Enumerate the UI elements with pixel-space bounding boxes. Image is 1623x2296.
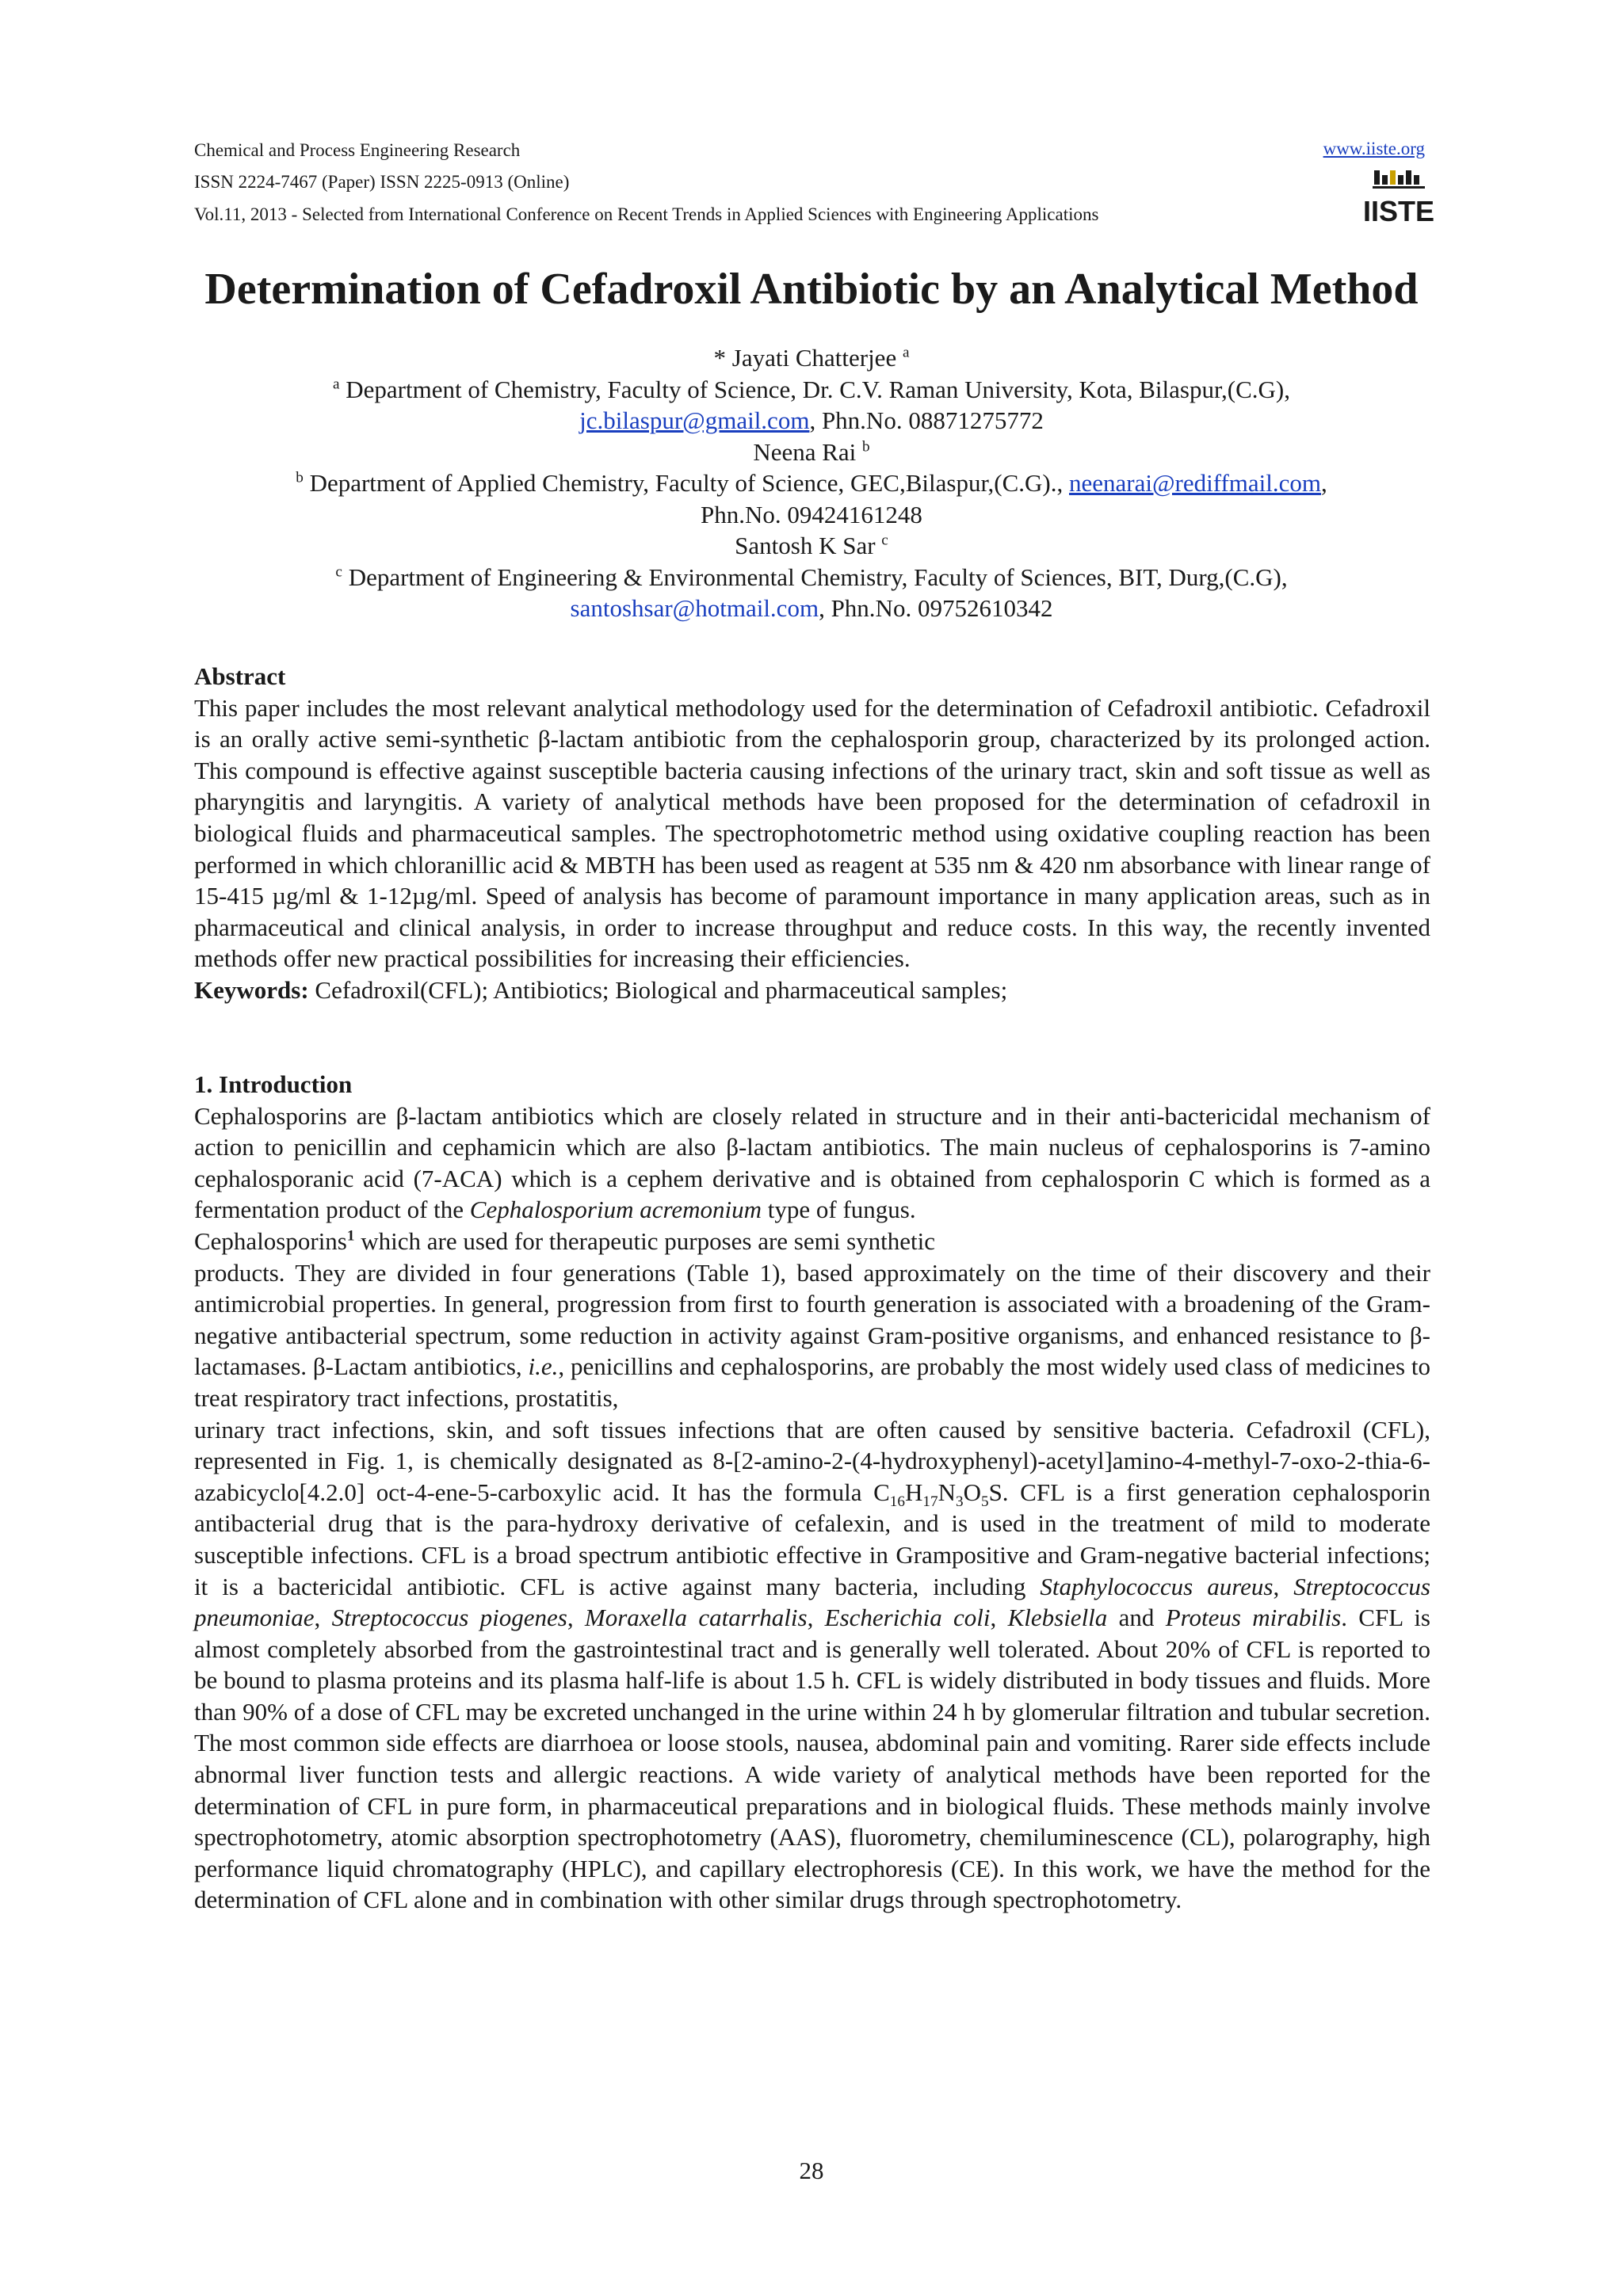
intro-paragraph-2: products. They are divided in four generations (Table 1), based approximately on the time of their discovery and their antimicrobial properties. In general, progression from first to fourth generation is associated with a broadening of the Gram-negative antibacterial spectrum, some reduction in activity against Gram-positive organisms, and enhanced resistance to β-lactamases. β-Lactam antibiotics, i.e., penicillins and cephalosporins, are probably the most widely used class of medicines to treat respiratory tract infections, prostatitis, (194, 1258, 1430, 1412)
abstract-section (194, 661, 1430, 1006)
abstract-heading: Abstract (194, 662, 286, 690)
journal-url-link[interactable]: www.iiste.org (1323, 139, 1425, 158)
keywords-label: Keywords: (194, 975, 309, 1004)
journal-name: Chemical and Process Engineering Research (194, 140, 521, 160)
author-1-email-link[interactable]: jc.bilaspur@gmail.com (579, 406, 810, 434)
volume-line: Vol.11, 2013 - Selected from International Conference on Recent Trends in Applied Sciences with Engineering Applications (194, 204, 1099, 224)
keywords-text: Cefadroxil(CFL); Antibiotics; Biological and pharmaceutical samples; (308, 975, 1008, 1004)
author-1-name: * Jayati Chatterjee $^a$ (713, 344, 910, 372)
author-2-contact: Phn.No. 09424161248 (701, 500, 922, 528)
intro-paragraph-3: urinary tract infections, skin, and soft tissues infections that are often caused by sensitive bacteria. Cefadroxil (CFL), represented in Fig. 1, is chemically designated as 8-[2-amino-2-(4-hydroxyphenyl)-acetyl]amino-4-methyl-7-oxo-2-thia-6-azabicyclo[4.2.0] oct-4-ene-5-carboxylic acid. It has the formula $C_{16}H_{17}N_3O_5S$. CFL is a first generation cephalosporin antibacterial drug that is the para-hydroxy derivative of cefalexin, and is used in the treatment of mild to moderate susceptible infections. CFL is a broad spectrum antibiotic effective in Grampositive and Gram-negative bacterial infections; it is a bactericidal antibiotic. CFL is active against many bacteria, including Staphylococcus aureus, Streptococcus pneumoniae, Streptococcus piogenes, Moraxella catarrhalis, Escherichia coli, Klebsiella and Proteus mirabilis. CFL is almost completely absorbed from the gastrointestinal tract and is generally well tolerated. About 20% of CFL is reported to be bound to plasma proteins and its plasma half-life is about 1.5 h. CFL is widely distributed in body tissues and fluids. More than 90% of a dose of CFL may be excreted unchanged in the urine within 24 h by glomerular filtration and tubular secretion. The most common side effects are diarrhoea or loose stools, nausea, abdominal pain and vomiting. Rarer side effects include abnormal liver function tests and allergic reactions. A wide variety of analytical methods have been reported for the determination of CFL in pure form, in pharmaceutical preparations and in biological fluids. These methods mainly involve spectrophotometry, atomic absorption spectrophotometry (AAS), fluorometry, chemiluminescence (CL), polarography, high performance liquid chromatography (HPLC), and capillary electrophoresis (CE). In this work, we have the method for the determination of CFL alone and in combination with other similar drugs through spectrophotometry. (194, 1415, 1430, 1914)
page-number: 28 (799, 2157, 824, 2184)
author-3-name: Santosh K Sar $^c$ (735, 532, 888, 559)
logo-text: IISTE (1362, 195, 1435, 227)
introduction-heading: 1. Introduction (194, 1070, 353, 1098)
keywords-line (194, 974, 1430, 1006)
author-2-affiliation: $^b$ Department of Applied Chemistry, Faculty of Science, GEC,Bilaspur,(C.G)., neenarai@rediffmail.com, (296, 469, 1327, 497)
iiste-logo (1362, 169, 1435, 227)
issn-line: ISSN 2224-7467 (Paper) ISSN 2225-0913 (Online) (194, 172, 570, 192)
paper-title: Determination of Cefadroxil Antibiotic by an Analytical Method (204, 265, 1419, 314)
abstract-text: This paper includes the most relevant analytical methodology used for the determination of Cefadroxil antibiotic. Cefadroxil is an orally active semi-synthetic β-lactam antibiotic from the cephalosporin group, characterized by its prolonged action. This compound is effective against susceptible bacteria causing infections of the urinary tract, skin and soft tissue as well as pharyngitis and laryngitis. A variety of analytical methods have been proposed for the determination of cefadroxil in biological fluids and pharmaceutical samples. The spectrophotometric method using oxidative coupling reaction has been performed in which chloranillic acid & MBTH has been used as reagent at 535 nm & 420 nm absorbance with linear range of 15-415 µg/ml & 1-12µg/ml. Speed of analysis has become of paramount importance in many application areas, such as in pharmaceutical and clinical analysis, in order to increase throughput and reduce costs. In this way, the recently invented methods offer new practical possibilities for increasing their efficiencies. (194, 693, 1430, 973)
author-1-contact: jc.bilaspur@gmail.com, Phn.No. 08871275772 (579, 406, 1044, 434)
author-1-affiliation: $^a$ Department of Chemistry, Faculty of Science, Dr. C.V. Raman University, Kota, Bilaspur,(C.G), (332, 375, 1291, 403)
intro-paragraph-1: Cephalosporins are β-lactam antibiotics which are closely related in structure and in their anti-bactericidal mechanism of action to penicillin and cephamicin which are also β-lactam antibiotics. The main nucleus of cephalosporins is 7-amino cephalosporanic acid (7-ACA) which is a cephem derivative and is obtained from cephalosporin C which is formed as a fermentation product of the Cephalosporium acremonium type of fungus. Cephalosporins$^1$ which are used for therapeutic purposes are semi synthetic (194, 1101, 1430, 1255)
author-3-affiliation: $^c$ Department of Engineering & Environmental Chemistry, Faculty of Sciences, BIT, Durg,(C.G), (335, 563, 1288, 591)
introduction-section (194, 1069, 1430, 1916)
author-2-name: Neena Rai $^b$ (753, 437, 870, 466)
author-3-contact: santoshsar@hotmail.com, Phn.No. 09752610342 (570, 594, 1053, 622)
author-3-email-link[interactable]: santoshsar@hotmail.com (570, 594, 819, 622)
author-2-email-link[interactable]: neenarai@rediffmail.com (1069, 469, 1322, 497)
authors-block (0, 342, 1623, 624)
